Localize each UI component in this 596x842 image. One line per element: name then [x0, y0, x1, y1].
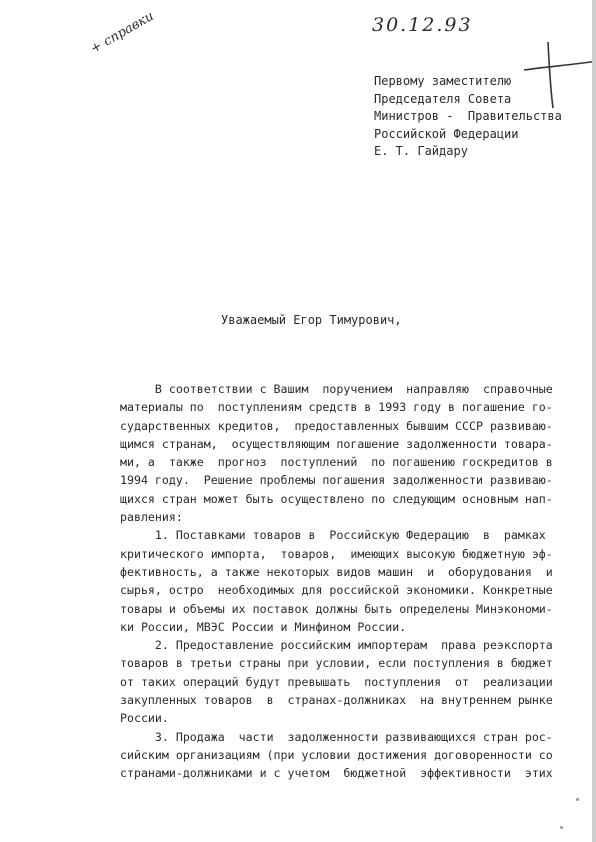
body-line: странами-должниками и с учетом бюджетной эффективности этих	[120, 766, 553, 781]
body-line: щихся стран может быть осуществлено по следующим основным нап-	[120, 491, 553, 506]
addressee-line: Первому заместителю	[374, 74, 512, 88]
body-line: сударственных кредитов, предоставленных бывшим СССР развиваю-	[120, 418, 553, 433]
body-line: от таких операций будут превышать поступления от реализации	[120, 674, 553, 689]
body-line: России.	[120, 711, 169, 726]
body-line: ки России, МВЭС России и Минфином России.	[120, 619, 407, 634]
body-line: товаров в третьи страны при условии, если поступления в бюджет	[120, 656, 553, 671]
handwritten-note: + справки	[88, 8, 157, 57]
handwritten-date: 30.12.93	[372, 14, 473, 36]
body-line: критического импорта, товаров, имеющих высокую бюджетную эф-	[120, 546, 553, 561]
body-line: сийским организациям (при условии достижения договоренности со	[120, 747, 553, 762]
addressee-line: Министров - Правительства	[374, 109, 562, 123]
body-line: 1. Поставками товаров в Российскую Федерацию в рамках	[120, 528, 546, 543]
body-line: В соответствии с Вашим поручением направляю справочные	[120, 382, 553, 396]
body-line: ми, а также прогноз поступлений по погашению госкредитов в	[120, 455, 553, 470]
addressee-line: Е. Т. Гайдару	[374, 144, 468, 158]
salutation: Уважаемый Егор Тимурович,	[221, 313, 402, 327]
letter-body	[120, 380, 562, 783]
body-line: 3. Продажа части задолженности развивающихся стран рос-	[120, 729, 553, 744]
body-line: материалы по поступлениям средств в 1993 году в погашение го-	[120, 400, 553, 415]
body-line: товары и объемы их поставок должны быть определены Минэкономи-	[120, 601, 553, 616]
body-line: щимся странам, осуществляющим погашение задолженности товара-	[120, 436, 553, 451]
addressee-block	[374, 73, 562, 161]
body-line: фективность, а также некоторых видов машин и оборудования и	[120, 564, 553, 579]
addressee-line: Российской Федерации	[374, 126, 519, 141]
body-line: 1994 году. Решение проблемы погашения задолженности развиваю-	[120, 473, 553, 488]
body-line: закупленных товаров в странах-должниках на внутреннем рынке	[120, 693, 553, 708]
body-line: равления:	[120, 510, 183, 525]
scan-edge-shadow	[592, 0, 596, 842]
addressee-line: Председателя Совета	[374, 91, 512, 106]
scan-speck	[576, 798, 579, 801]
scan-speck	[560, 826, 563, 829]
body-line: 2. Предоставление российским импортерам права реэкспорта	[120, 638, 553, 653]
body-line: сырья, остро необходимых для российской экономики. Конкретные	[120, 583, 553, 598]
